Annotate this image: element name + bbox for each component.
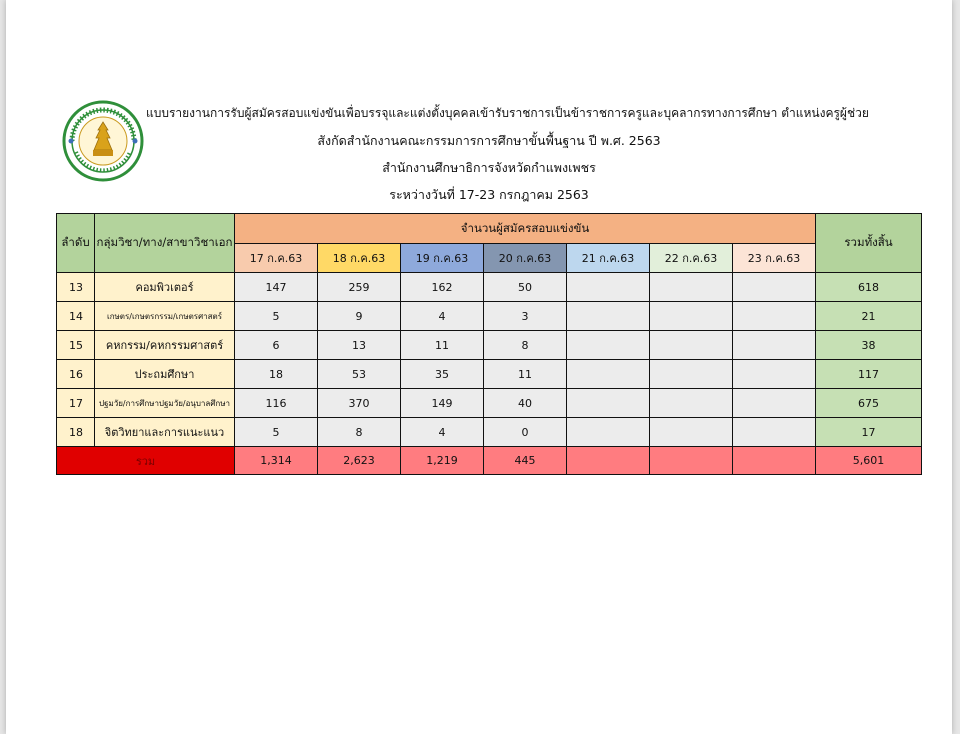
- date-header: 22 ก.ค.63: [650, 244, 733, 273]
- date-header: 20 ก.ค.63: [484, 244, 567, 273]
- row-value: [567, 389, 650, 418]
- row-value: [733, 273, 816, 302]
- row-value: 116: [235, 389, 318, 418]
- row-value: 53: [318, 360, 401, 389]
- date-header: 23 ก.ค.63: [733, 244, 816, 273]
- row-value: 5: [235, 418, 318, 447]
- sum-label: รวม: [57, 447, 235, 475]
- row-value: 147: [235, 273, 318, 302]
- table-row: [57, 418, 922, 447]
- row-index: 16: [57, 360, 95, 389]
- sum-row: [57, 447, 922, 475]
- row-value: 18: [235, 360, 318, 389]
- row-value: 11: [401, 331, 484, 360]
- row-value: [733, 418, 816, 447]
- row-value: 40: [484, 389, 567, 418]
- row-value: [650, 302, 733, 331]
- row-value: 259: [318, 273, 401, 302]
- sum-value: 445: [484, 447, 567, 475]
- row-subject: ปฐมวัย/การศึกษาปฐมวัย/อนุบาลศึกษา: [95, 389, 235, 418]
- row-total: 38: [816, 331, 922, 360]
- date-header: 17 ก.ค.63: [235, 244, 318, 273]
- row-value: 9: [318, 302, 401, 331]
- row-value: 8: [318, 418, 401, 447]
- row-value: [650, 331, 733, 360]
- table-row: [57, 273, 922, 302]
- row-total: 21: [816, 302, 922, 331]
- row-value: [650, 389, 733, 418]
- row-value: [567, 418, 650, 447]
- row-value: 0: [484, 418, 567, 447]
- report-title: แบบรายงานการรับผู้สมัครสอบแข่งขันเพื่อบรรจุและแต่งตั้งบุคคลเข้ารับราชการเป็นข้าราชการครูและบุคลากรทางการศึกษา ตำแหน่งครูผู้ช่วย: [146, 106, 869, 120]
- row-value: [650, 418, 733, 447]
- header-applicant-count: จำนวนผู้สมัครสอบแข่งขัน: [235, 214, 816, 244]
- row-value: 6: [235, 331, 318, 360]
- report-date-range: ระหว่างวันที่ 17-23 กรกฎาคม 2563: [389, 187, 589, 202]
- row-value: 8: [484, 331, 567, 360]
- row-value: 3: [484, 302, 567, 331]
- sum-value: [733, 447, 816, 475]
- row-value: [567, 331, 650, 360]
- row-subject: คหกรรม/คหกรรมศาสตร์: [95, 331, 235, 360]
- row-value: 5: [235, 302, 318, 331]
- row-value: [567, 302, 650, 331]
- report-header: [146, 100, 869, 208]
- table-row: [57, 302, 922, 331]
- row-value: 370: [318, 389, 401, 418]
- row-value: [733, 389, 816, 418]
- table-row: [57, 389, 922, 418]
- row-value: 13: [318, 331, 401, 360]
- row-index: 17: [57, 389, 95, 418]
- date-header: 19 ก.ค.63: [401, 244, 484, 273]
- obec-emblem-icon: [62, 100, 144, 182]
- report-subtitle-office: สังกัดสำนักงานคณะกรรมการการศึกษาขั้นพื้นฐาน ปี พ.ศ. 2563: [317, 133, 661, 148]
- table-row: [57, 360, 922, 389]
- row-subject: คอมพิวเตอร์: [95, 273, 235, 302]
- row-value: 4: [401, 302, 484, 331]
- date-header: 18 ก.ค.63: [318, 244, 401, 273]
- row-index: 14: [57, 302, 95, 331]
- row-value: 149: [401, 389, 484, 418]
- row-value: [567, 360, 650, 389]
- table-row: [57, 331, 922, 360]
- sum-value: [650, 447, 733, 475]
- row-value: [650, 273, 733, 302]
- row-total: 17: [816, 418, 922, 447]
- row-value: [733, 360, 816, 389]
- sum-value: 1,219: [401, 447, 484, 475]
- row-index: 18: [57, 418, 95, 447]
- row-total: 618: [816, 273, 922, 302]
- sum-value: 1,314: [235, 447, 318, 475]
- row-value: 162: [401, 273, 484, 302]
- row-total: 117: [816, 360, 922, 389]
- sum-value: [567, 447, 650, 475]
- row-total: 675: [816, 389, 922, 418]
- sum-grand-total: 5,601: [816, 447, 922, 475]
- row-value: 4: [401, 418, 484, 447]
- header-grand-total: รวมทั้งสิ้น: [816, 214, 922, 273]
- row-index: 13: [57, 273, 95, 302]
- header-subject: กลุ่มวิชา/ทาง/สาขาวิชาเอก: [95, 214, 235, 273]
- row-value: [733, 302, 816, 331]
- sum-value: 2,623: [318, 447, 401, 475]
- row-value: 50: [484, 273, 567, 302]
- row-value: [567, 273, 650, 302]
- date-header: 21 ก.ค.63: [567, 244, 650, 273]
- document-page: [6, 0, 952, 734]
- header-index: ลำดับ: [57, 214, 95, 273]
- applicants-table: [56, 213, 922, 475]
- row-value: [650, 360, 733, 389]
- row-subject: เกษตร/เกษตรกรรม/เกษตรศาสตร์: [95, 302, 235, 331]
- row-value: [733, 331, 816, 360]
- row-subject: ประถมศึกษา: [95, 360, 235, 389]
- report-subtitle-province: สำนักงานศึกษาธิการจังหวัดกำแพงเพชร: [382, 160, 596, 175]
- row-index: 15: [57, 331, 95, 360]
- row-value: 11: [484, 360, 567, 389]
- row-subject: จิตวิทยาและการแนะแนว: [95, 418, 235, 447]
- row-value: 35: [401, 360, 484, 389]
